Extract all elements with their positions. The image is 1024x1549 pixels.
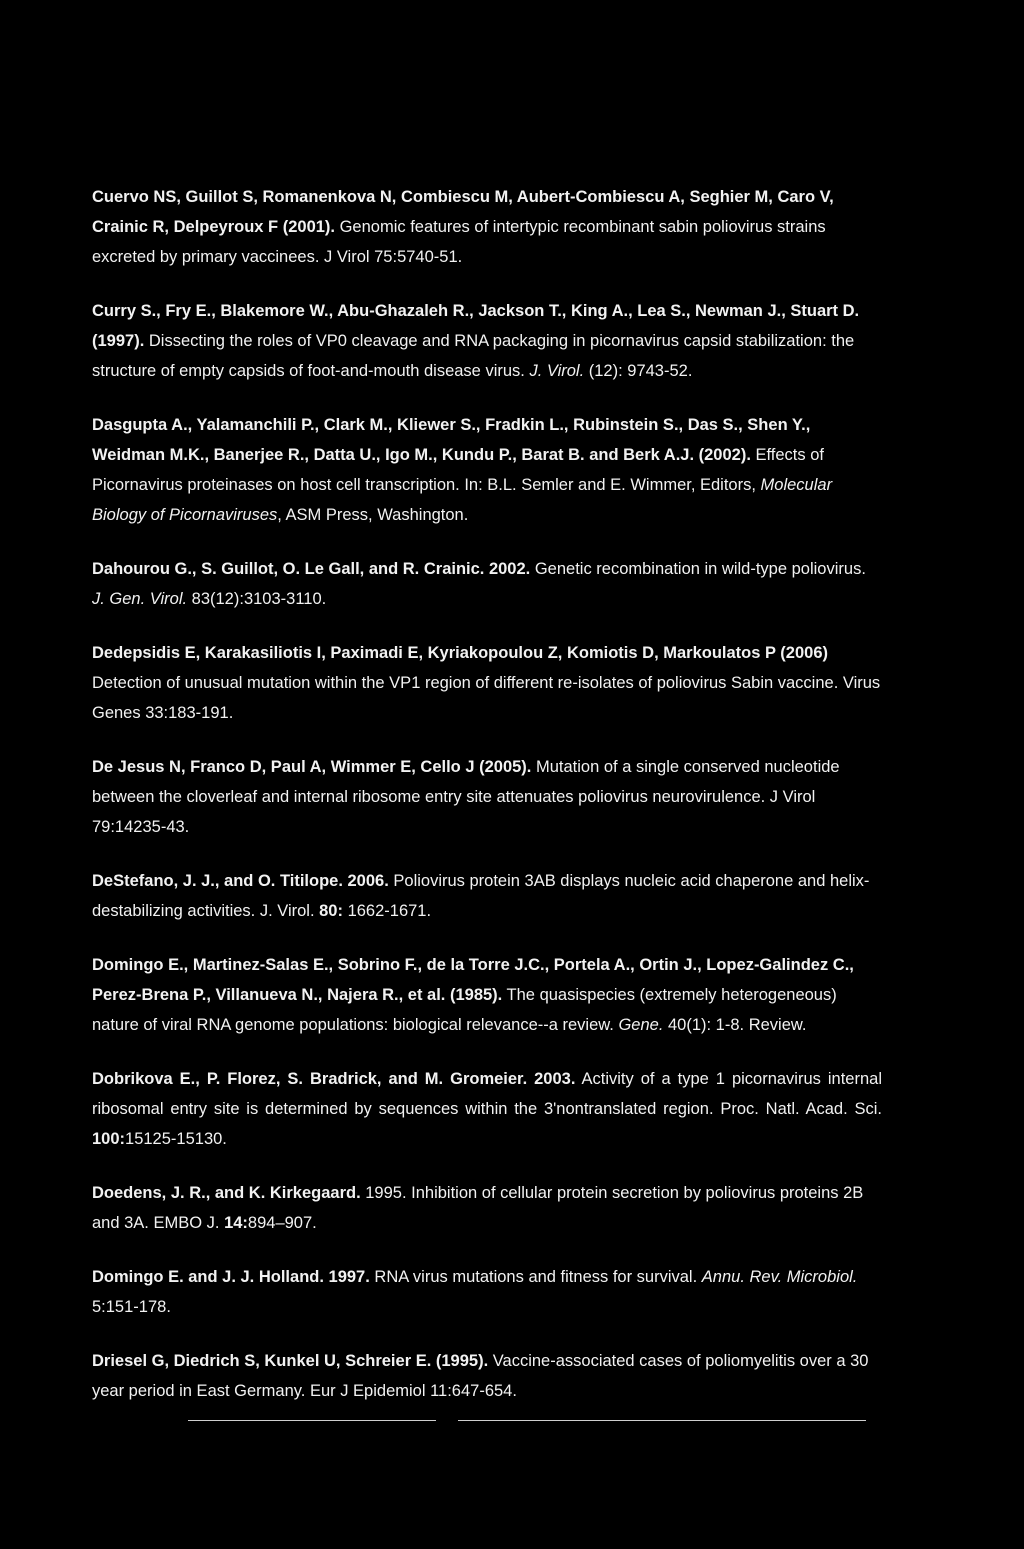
reference-authors: Doedens, J. R., and K. Kirkegaard. bbox=[92, 1184, 361, 1202]
reference-text: Dissecting the roles of VP0 cleavage and RNA packaging in picornavirus capsid stabilization: the structure of empty capsids of foot-and-mouth disease virus. bbox=[92, 332, 855, 380]
footer-divider bbox=[458, 1420, 866, 1421]
reference-entry bbox=[92, 182, 882, 272]
reference-volume: 14: bbox=[224, 1214, 248, 1232]
reference-text: Genomic features of intertypic recombinant sabin poliovirus strains excreted by primary vaccinees. J Virol 75:5740-51. bbox=[92, 218, 826, 266]
reference-tail: 40(1): 1-8. Review. bbox=[663, 1016, 807, 1034]
reference-text: Mutation of a single conserved nucleotide between the cloverleaf and internal ribosome entry site attenuates poliovirus neurovirulence. J Virol 79:14235-43. bbox=[92, 758, 840, 836]
reference-entry bbox=[92, 1178, 882, 1238]
reference-journal: Gene. bbox=[618, 1016, 664, 1034]
reference-tail: 83(12):3103-3110. bbox=[187, 590, 327, 608]
reference-authors: Dasgupta A., Yalamanchili P., Clark M., Kliewer S., Fradkin L., Rubinstein S., Das S., Shen Y., Weidman M.K., Banerjee R., Datta U., Igo M., Kundu P., Barat B. and Berk A.J. (2002). bbox=[92, 416, 811, 464]
reference-entry bbox=[92, 1262, 882, 1322]
reference-entry bbox=[92, 554, 882, 614]
reference-authors: Curry S., Fry E., Blakemore W., Abu-Ghazaleh R., Jackson T., King A., Lea S., Newman J., Stuart D. (1997). bbox=[92, 302, 860, 350]
reference-authors: Domingo E., Martinez-Salas E., Sobrino F., de la Torre J.C., Portela A., Ortin J., Lopez-Galindez C., Perez-Brena P., Villanueva N., Najera R., et al. (1985). bbox=[92, 956, 854, 1004]
reference-authors: Dobrikova E., P. Florez, S. Bradrick, and M. Gromeier. 2003. bbox=[92, 1070, 576, 1088]
reference-entry bbox=[92, 296, 882, 386]
footer-divider bbox=[188, 1420, 436, 1421]
reference-text: The quasispecies (extremely heterogeneous) nature of viral RNA genome populations: biological relevance--a review. bbox=[92, 986, 837, 1034]
reference-text: Effects of Picornavirus proteinases on host cell transcription. In: B.L. Semler and E. Wimmer, Editors, bbox=[92, 446, 824, 494]
reference-authors: Dedepsidis E, Karakasiliotis I, Paximadi E, Kyriakopoulou Z, Komiotis D, Markoulatos P (2006) bbox=[92, 644, 828, 662]
reference-entry bbox=[92, 866, 882, 926]
reference-authors: Driesel G, Diedrich S, Kunkel U, Schreier E. (1995). bbox=[92, 1352, 489, 1370]
reference-entry bbox=[92, 752, 882, 842]
reference-tail: 15125-15130. bbox=[125, 1130, 227, 1148]
reference-entry bbox=[92, 950, 882, 1040]
reference-entry bbox=[92, 1064, 882, 1154]
reference-authors: Domingo E. and J. J. Holland. 1997. bbox=[92, 1268, 370, 1286]
reference-tail: 894–907. bbox=[247, 1214, 317, 1232]
reference-tail: 5:151-178. bbox=[92, 1298, 171, 1316]
reference-text: Genetic recombination in wild-type poliovirus. bbox=[530, 560, 866, 578]
reference-tail: (12): 9743-52. bbox=[584, 362, 693, 380]
reference-journal: Annu. Rev. Microbiol. bbox=[701, 1268, 858, 1286]
reference-text: 1995. Inhibition of cellular protein secretion by poliovirus proteins 2B and 3A. EMBO J. bbox=[92, 1184, 864, 1232]
reference-entry bbox=[92, 410, 882, 530]
reference-journal: Molecular Biology of Picornaviruses bbox=[92, 476, 833, 524]
reference-tail: 1662-1671. bbox=[342, 902, 432, 920]
reference-text: Detection of unusual mutation within the VP1 region of different re-isolates of poliovirus Sabin vaccine. Virus Genes 33:183-191. bbox=[92, 674, 881, 722]
reference-journal: J. Virol. bbox=[529, 362, 585, 380]
reference-authors: DeStefano, J. J., and O. Titilope. 2006. bbox=[92, 872, 389, 890]
reference-tail: , ASM Press, Washington. bbox=[277, 506, 469, 524]
reference-text: Vaccine-associated cases of poliomyelitis over a 30 year period in East Germany. Eur J Epidemiol 11:647-654. bbox=[92, 1352, 869, 1400]
reference-authors: Cuervo NS, Guillot S, Romanenkova N, Combiescu M, Aubert-Combiescu A, Seghier M, Caro V, Crainic R, Delpeyroux F (2001). bbox=[92, 188, 834, 236]
reference-entry bbox=[92, 638, 882, 728]
reference-entry bbox=[92, 1346, 882, 1406]
reference-journal: J. Gen. Virol. bbox=[92, 590, 188, 608]
reference-text: RNA virus mutations and fitness for survival. bbox=[369, 1268, 702, 1286]
reference-authors: De Jesus N, Franco D, Paul A, Wimmer E, Cello J (2005). bbox=[92, 758, 532, 776]
reference-text: Poliovirus protein 3AB displays nucleic acid chaperone and helix-destabilizing activities. J. Virol. bbox=[92, 872, 870, 920]
reference-authors: Dahourou G., S. Guillot, O. Le Gall, and R. Crainic. 2002. bbox=[92, 560, 531, 578]
reference-volume: 100: bbox=[92, 1130, 126, 1148]
reference-list bbox=[92, 182, 882, 1430]
reference-volume: 80: bbox=[319, 902, 343, 920]
reference-text: Activity of a type 1 picornavirus internal ribosomal entry site is determined by sequences within the 3'nontranslated region. Proc. Natl. Acad. Sci. bbox=[92, 1070, 882, 1118]
